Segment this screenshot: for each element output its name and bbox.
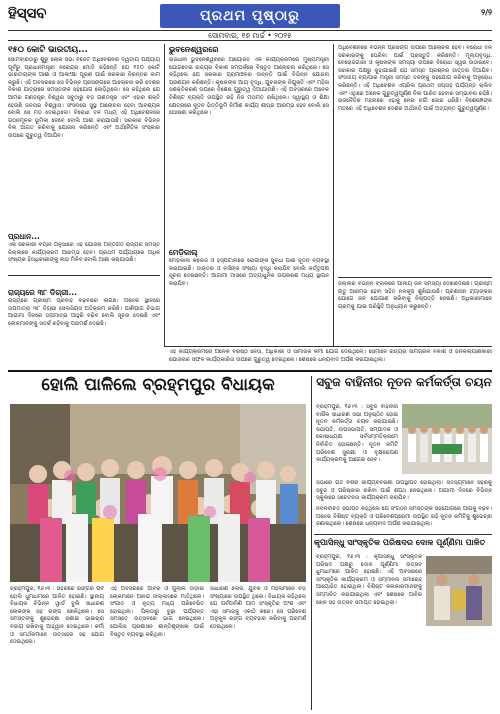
story-headline: ଭୁବନେଶ୍ୱରରେ [169, 45, 219, 54]
section-divider [164, 346, 492, 347]
story-lead: ମେଡ଼ିକାଲ୍ [169, 248, 198, 257]
story-body: ଏକ ସରକାରୀ ବୟାନ ଅନୁସାରେ ଏହି ଯୋଜନା ଅନ୍ତର୍ଗତ ରାଜ୍ୟର ସମସ୍ତ ଜିଲ୍ଲାରେ କାର୍ଯ୍ୟକ୍ରମ ଆରମ୍ଭ ହେବ। ପ୍ରଥମ ପର୍ଯ୍ୟାୟରେ ଅଧିକ ସଂଖ୍ୟକ ହିତାଧିକାରୀଙ୍କୁ ଲାଭ ମିଳିବ ବୋଲି ଆଶା କରାଯାଉଛି। [8, 242, 160, 264]
logo-text: ହିସ୍ସବ [8, 4, 47, 22]
story-body: ମେଡ଼ିକାଲ କଲେଜ ଓ ହସ୍ପିଟାଲରେ ରୋଗୀଙ୍କ ସୁବିଧା ପାଇଁ ନୂତନ ବ୍ୟବସ୍ଥା କରାଯାଇଛି। ଡାକ୍ତର ଓ ନର୍ସଙ୍କ ସଂଖ୍ୟା ବୃଦ୍ଧି କରାଯିବ ବୋଲି କର୍ତ୍ତୃପକ୍ଷ ସୂଚନା ଦେଇଛନ୍ତି। ଆଗାମୀ ମାସରେ ଅତ୍ୟାଧୁନିକ ଉପକରଣ ମଧ୍ୟ ସ୍ଥାପନ କରାଯିବ। [169, 258, 329, 287]
story-body: ସୋମବାରଠାରୁ ଶୁରୁ ଲୋକ ସଭା ବଜେଟ ଅଧିବେଶନର ଦ୍ୱିତୀୟ ପର୍ଯ୍ୟାୟ ପୂର୍ବରୁ ପ୍ରଧାନମନ୍ତ୍ରୀ ନରେନ୍ଦ୍ର ମୋଦି କହିଛନ୍ତି ଯେ ୧୫୦ କୋଟି ଭାରତୀୟଙ୍କ ଆଶା ଓ ଆକାଂକ୍ଷା ପୂରଣ ପାଇଁ ସରକାର ନିରନ୍ତର କାମ କରୁଛି। ଏହି ଅବସରରେ ସେ ବିଭିନ୍ନ ପ୍ରସଙ୍ଗରେ ଆଲୋଚନା କରି ଦେଶର ବିକାଶ ଯାତ୍ରାରେ ସମସ୍ତଙ୍କ ସହଯୋଗ ଲୋଡ଼ିଥିଲେ। ସେ କହିଥିଲେ ଯେ ଆମର ଗଣତନ୍ତ୍ର ବିଶ୍ୱର ସବୁଠାରୁ ବଡ଼ ଗଣତନ୍ତ୍ର ଏବଂ ଏହାର ଶକ୍ତି ହେଉଛି ଜନତାର ବିଶ୍ୱାସ। ସଂସଦରେ ସୁସ୍ଥ ଆଲୋଚନା ହେବା ଆବଶ୍ୟକ ବୋଲି ସେ ମତ ଦେଇଥିଲେ। ବିରୋଧୀ ଦଳ ମଧ୍ୟ ଏହି ଅଧିବେଶନରେ ଗଠନମୂଳକ ଭୂମିକା ନେବେ ବୋଲି ଆଶା କରାଯାଉଛି। ସରକାର ବିଭିନ୍ନ ବିଲ ଆଗତ କରିବାକୁ ଯୋଜନା କରିଛନ୍ତି ଏବଂ ଅର୍ଥନୈତିକ ସଂସ୍କାର ଉପରେ ଗୁରୁତ୍ୱ ଦିଆଯିବ। [8, 57, 160, 139]
page-title: ପ୍ରଥମ ପୃଷ୍ଠାରୁ [200, 8, 300, 24]
holi-story-col-3: ସାଧାରଣ ଲୋକ, ଯୁବକ ଓ ମହିଳାମାନେ ବଡ଼ ସଂଖ୍ୟାରେ ଉପସ୍ଥିତ ଥିଲେ। ବିଧାୟକ କହିଥିଲେ ଯେ ପର୍ବପର୍ବାଣି ଆମ ସଂସ୍କୃତିର ଅଂଶ ଏବଂ ଏହା ସମାଜକୁ ଏକାଠି କରେ। ସେ ପରିବେଶ ଅନୁକୂଳ ରଙ୍ଗ ବ୍ୟବହାର କରିବାକୁ ପରାମର୍ଶ ଦେଇଥିଲେ। [210, 586, 306, 630]
story-body: ରାଜ୍ୟରେ ଗ୍ରୀଷ୍ମ ପ୍ରବାହ ବଢ଼ିବାରେ ଲାଗିଛି। ଅନେକ ସ୍ଥାନରେ ତାପମାତ୍ରା ୩୮ ଡିଗ୍ରୀ ସେଲସିୟସ ଅତିକ୍ରମ କରିଛି। ପାଣିପାଗ ବିଭାଗ ଆଗାମୀ ଦିନରେ ତାପମାତ୍ରା ଆହୁରି ବଢ଼ିବ ବୋଲି ସୂଚନା ଦେଇଛି ଏବଂ ଲୋକମାନଙ୍କୁ ସତର୍କ ରହିବାକୁ ପରାମର୍ଶ ଦେଇଛି। [8, 298, 160, 327]
holi-headline: ହୋଲି ପାଳିଲେ ବ୍ରହ୍ମପୁର ବିଧାୟକ [41, 375, 275, 395]
green-force-photo [402, 404, 492, 474]
story-headline: ୧୫୦ କୋଟି ଭାରତୀୟ... [8, 45, 88, 55]
story-body: ଏହି କାର୍ଯ୍ୟକ୍ରମରେ ଅନେକ ବରିଷ୍ଠ ନେତା, ଅଧିକାରୀ ଓ ସାମାଜିକ କର୍ମୀ ଯୋଗ ଦେଇଥିଲେ। ସେମାନେ ରାଜ୍ୟର ସାମଗ୍ରିକ ବିକାଶ ଓ ଜନକଲ୍ୟାଣକାରୀ ଯୋଜନାର ସଫଳ କାର୍ଯ୍ୟକାରିତା ଉପରେ ଗୁରୁତ୍ୱ ଦେଇଥିଲେ। ଶେଷରେ ଧନ୍ୟବାଦ ଅର୍ପଣ କରାଯାଇଥିଲା। [169, 349, 492, 363]
page-number: ୨/୨ [481, 8, 492, 17]
column-divider [164, 44, 165, 346]
award-photo-image [426, 556, 492, 626]
column-2 [169, 45, 329, 345]
holi-photo [10, 404, 306, 582]
date-line: ସୋମବାର, ୧୭ ମାର୍ଚ୍ଚ • ୨୦୨୫ [8, 30, 492, 41]
story-divider [8, 275, 160, 276]
group-photo-image [402, 404, 492, 474]
section-divider [8, 370, 492, 372]
kripasindhu-headline: କୃପାସିନ୍ଧୁ ସାଂସ୍କୃତିକ ପରିଷଦର ଦୋଳ ପୂର୍ଣ୍ଣିମା ପାଳିତ [314, 537, 486, 547]
kripasindhu-photo [426, 556, 492, 626]
newspaper-logo [8, 4, 68, 26]
column-1 [8, 45, 160, 345]
column-3 [338, 45, 492, 345]
green-force-headline: ସବୁଜ ବାହିନୀର ନୂତନ କର୍ମକର୍ତ୍ତା ଚୟନ [316, 375, 492, 389]
story-body: ଜିଲ୍ଲାର ବିଭିନ୍ନ ବ୍ଲକରେ ପାନୀୟ ଜଳ ସମସ୍ୟା ଦେଖାଦେଇଛି। ଗ୍ରୀଷ୍ମ ଋତୁ ଆରମ୍ଭ ହେବା ସହିତ ନଳକୂପ ଶୁଖିଯାଉଛି। ପ୍ରଶାସନ ଟ୍ୟାଙ୍କର ଯୋଗେ ଜଳ ଯୋଗାଣ କରିବାକୁ ନିଷ୍ପତ୍ତି ନେଇଛି। ଅଧିକାରୀମାନେ ଗ୍ରାମକୁ ଯାଇ ପରିସ୍ଥିତି ଅନୁଧ୍ୟାନ କରୁଛନ୍ତି। [338, 281, 492, 310]
green-force-story-cols: ନବନିର୍ବାଚିତ ସଭାପତି କହିଥିଲେ ଯେ ସଂଗଠନ ସମସ୍ତଙ୍କ ସହଯୋଗରେ ଆଗକୁ ବଢ଼ିବ। ଅନେକ ବିଶିଷ୍ଟ ବ୍ୟକ୍ତି ଓ ପରିବେଶପ୍ରେମୀ ଉପସ୍ଥିତ ରହି ନୂତନ କମିଟିକୁ ଶୁଭେଚ୍ଛା ଜଣାଇଥିଲେ। ଶେଷରେ ଧନ୍ୟବାଦ ଅର୍ପଣ କରାଯାଇଥିଲା। [316, 506, 492, 528]
story-headline: ରାଜ୍ୟରେ ୩୮ ଡିଗ୍ରୀ... [8, 288, 77, 297]
kripasindhu-story-body: ବ୍ରହ୍ମପୁର, ୧୬।୩ : କୃପାସିନ୍ଧୁ ସାଂସ୍କୃତିକ ପରିଷଦ ପକ୍ଷରୁ ଦୋଳ ପୂର୍ଣ୍ଣିମା ଉତ୍ସବ ଧୁମଧାମରେ ପାଳିତ ହୋଇଛି। ଏହି ଅବସରରେ ସାଂସ୍କୃତିକ କାର୍ଯ୍ୟକ୍ରମ ଓ ସମ୍ମାନନା ସମାରୋହ ଆୟୋଜିତ ହୋଇଥିଲା। ବିଶିଷ୍ଟ କଳାକାରମାନଙ୍କୁ ସମ୍ମାନିତ କରାଯାଇଥିଲା ଏବଂ ଶେଷରେ ଆବିର ଖେଳ ସହ ଉତ୍ସବ ସମାପ୍ତ ହୋଇଥିଲା। [316, 554, 422, 606]
column-divider [333, 44, 334, 346]
story-divider [338, 277, 492, 278]
story-divider [314, 534, 492, 535]
page-title-banner [160, 4, 340, 28]
story-lead: ପ୍ରଧାନ... [8, 232, 40, 241]
group-photo-image [10, 404, 306, 582]
story-body: ରାଜଧାନୀ ଭୁବନେଶ୍ୱରରେ ଆୟୋଜିତ ଏକ କାର୍ଯ୍ୟକ୍ରମରେ ମୁଖ୍ୟମନ୍ତ୍ରୀ ଯୋଗଦେଇ ରାଜ୍ୟର ବିକାଶ ସମ୍ପର୍କରେ ବିସ୍ତୃତ ଆଲୋଚନା କରିଥିଲେ। ସେ କହିଥିଲେ ଯେ ସରକାର ଗ୍ରାମାଞ୍ଚଳର ଉନ୍ନତି ପାଇଁ ବିଭିନ୍ନ ଯୋଜନା ପ୍ରଣୟନ କରିଛନ୍ତି। କୃଷକଙ୍କ ଆୟ ବୃଦ୍ଧି, ଯୁବକଙ୍କ ନିଯୁକ୍ତି ଏବଂ ମହିଳା ସଶକ୍ତିକରଣ ଉପରେ ବିଶେଷ ଗୁରୁତ୍ୱ ଦିଆଯାଉଛି। ଏହି ଅବସରରେ ଅନେକ ବିଶିଷ୍ଟ ବ୍ୟକ୍ତି ଉପସ୍ଥିତ ରହି ନିଜ ମତାମତ ରଖିଥିଲେ। ସ୍ୱାସ୍ଥ୍ୟ ଓ ଶିକ୍ଷା କ୍ଷେତ୍ରରେ ନୂତନ ଭିତ୍ତିଭୂମି ନିର୍ମାଣ କାର୍ଯ୍ୟ ଶୀଘ୍ର ଆରମ୍ଭ ହେବ ବୋଲି ସେ ଘୋଷଣା କରିଥିଲେ। [169, 57, 329, 117]
green-force-story-right: ସଭାରେ ଗତ ବର୍ଷର କାର୍ଯ୍ୟବିବରଣୀ ଉପସ୍ଥାପିତ ହୋଇଥିଲା। ସଦସ୍ୟମାନେ ସହରକୁ ସବୁଜ ଓ ପରିଷ୍କାର ରଖିବା ପାଇଁ ଶପଥ ନେଇଥିଲେ। ଆଗାମୀ ଦିନରେ ବିଭିନ୍ନ ସ୍କୁଲରେ ସଚେତନତା କାର୍ଯ୍ୟକ୍ରମ କରାଯିବ। [316, 480, 492, 502]
green-force-story-top: ବ୍ରହ୍ମପୁର, ୧୬।୩ : ସବୁଜ ବାହିନୀର ବାର୍ଷିକ ସାଧାରଣ ସଭା ଅନୁଷ୍ଠିତ ହୋଇ ନୂତନ କର୍ମକର୍ତ୍ତା ଚୟନ କରାଯାଇଛି। ସଭାପତି, ଉପସଭାପତି, ସମ୍ପାଦକ ଓ କୋଷାଧ୍ୟକ୍ଷ ସର୍ବସମ୍ମତିକ୍ରମେ ନିର୍ବାଚିତ ହୋଇଛନ୍ତି। ନୂତନ କମିଟି ପରିବେଶ ସୁରକ୍ଷା ଓ ବୃକ୍ଷରୋପଣ କାର୍ଯ୍ୟକ୍ରମକୁ ଆଗେଇ ନେବ। [316, 404, 398, 464]
holi-story-col-2: ଏହି ଅବସରରେ ଆବିର ଓ ଗୁଲାଲ ଉଡ଼ାଇ ଲୋକମାନେ ଆନନ୍ଦ ଉଲ୍ଲାସରେ ମାତିଥିଲେ। ସଂଗୀତ ଓ ନୃତ୍ୟ ମଧ୍ୟ ପରିବେଷିତ ହୋଇଥିଲା। ପିଲାଠାରୁ ବୁଢ଼ା ପର୍ଯ୍ୟନ୍ତ ସମସ୍ତେ ଉତ୍ସବରେ ଭାଗ ନେଇଥିଲେ। ପୋଲିସ ପ୍ରଶାସନ ଶାନ୍ତିଶୃଙ୍ଖଳା ପାଇଁ ବିସ୍ତୃତ ବ୍ୟବସ୍ଥା କରିଥିଲା। [110, 586, 204, 638]
column-divider [311, 376, 312, 710]
holi-story-col-1: ବ୍ରହ୍ମପୁର, ୧୬।୩ : ସହରରେ ରଙ୍ଗର ପର୍ବ ହୋଲି ଧୁମଧାମରେ ପାଳିତ ହୋଇଛି। ସ୍ଥାନୀୟ ବିଧାୟକ ବିଭିନ୍ନ ୱାର୍ଡ ବୁଲି ସାଧାରଣ ଲୋକଙ୍କ ସହ ରଙ୍ଗ ଖେଳିଥିଲେ। ସେ ସମସ୍ତଙ୍କୁ ଶୁଭେଚ୍ଛା ଜଣାଇ ଭାଇଚାରା ବଜାୟ ରଖିବାକୁ ଆହ୍ୱାନ ଦେଇଥିଲେ। କର୍ମୀ ଓ ସମର୍ଥକମାନେ ଉତ୍ସାହର ସହ ଯୋଗ ଦେଇଥିଲେ। [10, 586, 104, 646]
story-body: ଅଧିବେଶନରେ ବିଭିନ୍ନ ପ୍ରସଙ୍ଗ ଉପରେ ଆଲୋଚନା ହେବ। ବିରୋଧୀ ଦଳ ସରକାରଙ୍କୁ ଘେରିବା ପାଇଁ ପ୍ରସ୍ତୁତି କରିଛନ୍ତି। ମୂଲ୍ୟବୃଦ୍ଧି, ବେରୋଜଗାରୀ ଓ କୃଷକଙ୍କ ସମସ୍ୟା ଉପରେ ବିରୋଧୀ ସ୍ୱର ଉଠାଇବେ। ସରକାର ପକ୍ଷରୁ କୁହାଯାଇଛି ଯେ ସମସ୍ତ ପ୍ରଶ୍ନର ଉତ୍ତର ଦିଆଯିବ। ସଂସଦୀୟ ବ୍ୟାପାର ମନ୍ତ୍ରୀ ସମସ୍ତ ଦଳଙ୍କୁ ସହଯୋଗ କରିବାକୁ ଅନୁରୋଧ କରିଛନ୍ତି। ଏହି ଅଧିବେଶନ ଏପ୍ରିଲ ପ୍ରଥମ ସପ୍ତାହ ପର୍ଯ୍ୟନ୍ତ ଚାଲିବ ଏବଂ ଏଥିରେ ଅନେକ ଗୁରୁତ୍ୱପୂର୍ଣ୍ଣ ବିଲ ପାରିତ ହେବାର ସମ୍ଭାବନା ରହିଛି। ରାଜନୈତିକ ମହଲରେ ଏହାକୁ ନେଇ ଚର୍ଚ୍ଚା ଜୋର ଧରିଛି। ବିଶେଷଜ୍ଞଙ୍କ ମତରେ ଏହି ଅଧିବେଶନ ଦେଶର ଅର୍ଥନୀତି ପାଇଁ ଅତ୍ୟନ୍ତ ଗୁରୁତ୍ୱପୂର୍ଣ୍ଣ। [338, 45, 492, 112]
